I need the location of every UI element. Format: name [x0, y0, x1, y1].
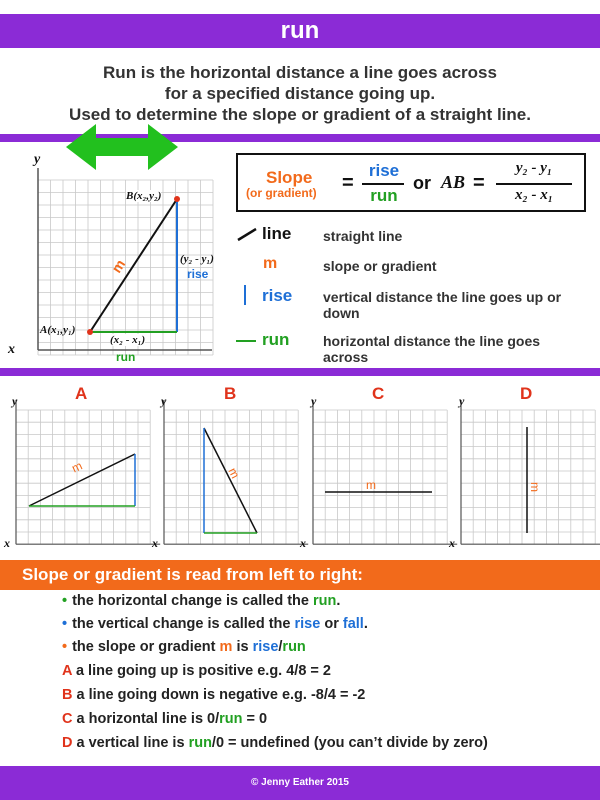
example-d-label: D — [520, 384, 533, 403]
rules-header-text: Slope or gradient is read from left to right: — [22, 565, 363, 584]
formula-fraction-bar-1 — [362, 183, 404, 185]
rule-2: • the vertical change is called the rise or fall. — [62, 616, 368, 632]
rise-expression: (y₂ - y₁) — [180, 253, 214, 265]
bullet-icon: • — [62, 639, 68, 655]
example-a-y: y — [12, 394, 18, 408]
example-a-x: x — [4, 536, 10, 550]
intro-line-2: for a specified distance going up. — [164, 84, 436, 103]
example-c-x: x — [300, 536, 306, 550]
intro-text — [0, 62, 600, 125]
formula-gradient: (or gradient) — [246, 186, 317, 200]
example-b-x: x — [152, 536, 158, 550]
rule-c: C a horizontal line is 0/run = 0 — [62, 711, 268, 727]
legend-rise-desc: vertical distance the line goes up or down — [323, 289, 562, 321]
slope-line — [90, 199, 177, 332]
legend-run-key: run — [262, 330, 290, 349]
formula-numerator: y₂ - y₁ — [515, 160, 553, 176]
legend-rise-key: rise — [262, 286, 293, 305]
intro-line-3: Used to determine the slope or gradient of a straight line. — [69, 105, 531, 124]
point-b-label: B(x₂,y₂) — [126, 190, 162, 202]
example-d-m: m — [528, 482, 542, 492]
example-a-label: A — [75, 384, 88, 403]
footer — [0, 766, 600, 800]
point-a-dot — [87, 329, 93, 335]
page-title: run — [280, 17, 320, 44]
main-m-label: m — [108, 256, 129, 276]
example-d-y: y — [459, 394, 465, 408]
formula-equals-2: = — [473, 172, 485, 194]
legend-m-desc: slope or gradient — [323, 258, 437, 274]
legend-run-desc: horizontal distance the line goes across — [323, 333, 541, 365]
example-c-label: C — [372, 384, 385, 403]
example-d-x: x — [449, 536, 455, 550]
main-rise-label: rise — [187, 267, 209, 281]
legend-m-key: m — [263, 255, 278, 272]
rule-d: D a vertical line is run/0 = undefined (you can’t divide by zero) — [62, 735, 488, 751]
example-b-m: m — [225, 465, 243, 481]
bullet-icon: • — [62, 616, 68, 632]
main-x-label: x — [8, 342, 15, 357]
rule-b: B a line going down is negative e.g. -8/4 = -2 — [62, 687, 366, 703]
example-c-m: m — [366, 478, 376, 492]
formula-fraction-bar-2 — [496, 183, 572, 185]
rule-3: • the slope or gradient m is rise/run — [62, 639, 306, 655]
formula-run: run — [370, 186, 398, 205]
formula-ab: AB — [441, 172, 466, 192]
rule-1: • the horizontal change is called the run. — [62, 593, 341, 609]
run-key-icon — [236, 340, 256, 342]
rule-a: A a line going up is positive e.g. 4/8 = 2 — [62, 663, 331, 679]
formula-slope: Slope — [266, 168, 313, 187]
example-graphs — [0, 380, 600, 558]
run-expression: (x₂ - x₁) — [110, 334, 146, 346]
rise-key-icon — [244, 285, 246, 305]
divider-bar-2 — [0, 368, 600, 376]
example-a-m: m — [69, 458, 85, 476]
example-b-label: B — [224, 384, 237, 403]
example-c-y: y — [311, 394, 317, 408]
intro-line-1: Run is the horizontal distance a line goes across — [103, 63, 497, 82]
formula-equals-1: = — [342, 172, 354, 194]
point-a-label: A(x₁,y₁) — [40, 324, 76, 336]
formula-rise: rise — [368, 161, 400, 180]
legend-line-key: line — [262, 224, 292, 243]
main-y-label: y — [34, 152, 41, 167]
point-b-dot — [174, 196, 180, 202]
formula-or: or — [413, 173, 431, 193]
title-bar — [0, 14, 600, 48]
line-key-icon — [236, 226, 260, 242]
main-run-label: run — [116, 350, 136, 364]
rules-header — [0, 560, 600, 590]
bullet-icon: • — [62, 593, 68, 609]
example-b-y: y — [161, 394, 167, 408]
legend-line-desc: straight line — [323, 228, 403, 244]
example-a-lines — [29, 454, 135, 506]
formula-denominator: x₂ - x₁ — [515, 187, 553, 203]
copyright-text: © Jenny Eather 2015 — [251, 777, 349, 788]
